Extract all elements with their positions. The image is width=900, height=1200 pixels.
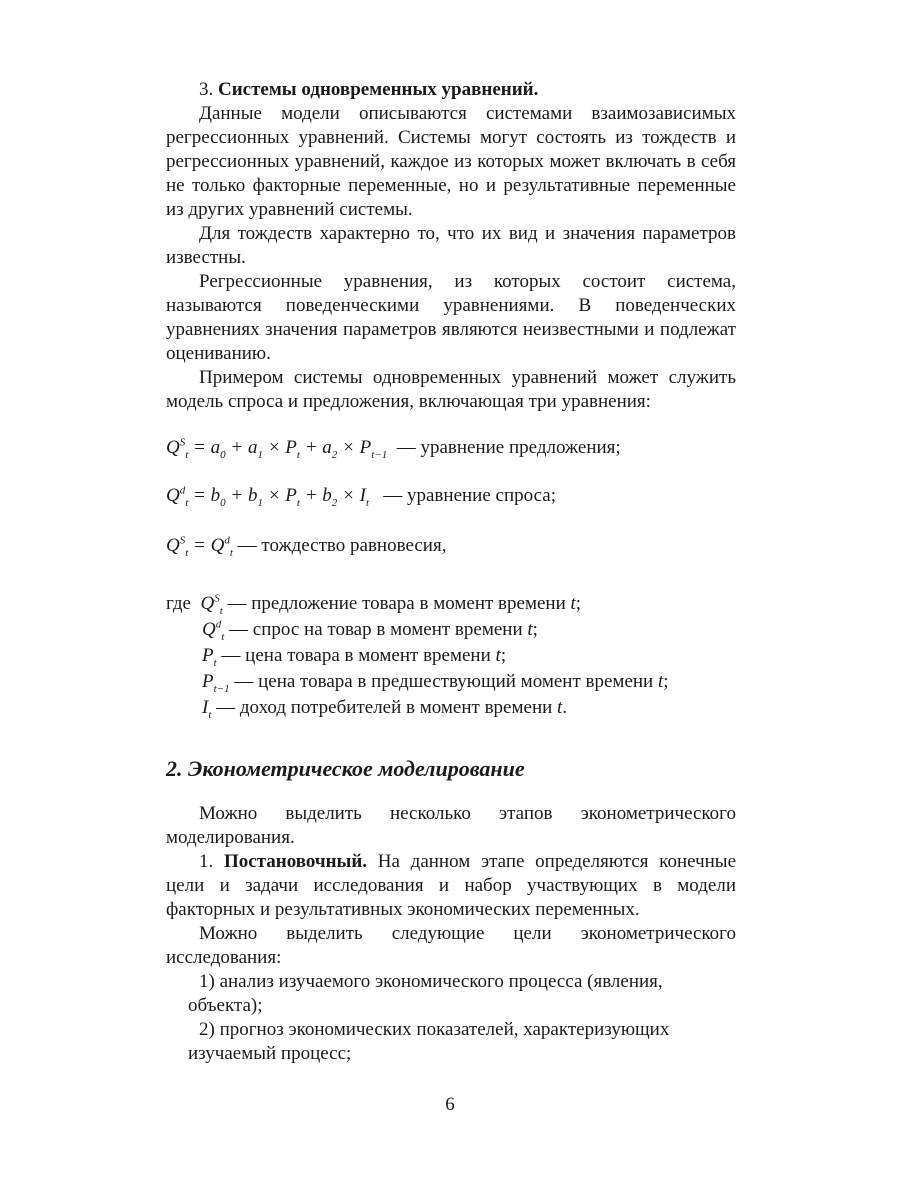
chapter-2-heading: 2. Эконометрическое моделирование: [166, 756, 525, 781]
stage-1-paragraph: 1. Постановочный. На данном этапе определяются конечные цели и задачи исследования и набор участвующих в модели факторных и результативных экономических переменных.: [166, 851, 737, 920]
list-item: 1) анализ изучаемого экономического процесса (явления, объекта);: [188, 971, 663, 1016]
equation-demand: $Q^d_t = b_0 + b_1 \times P_t + b_2 \times I_t$ — уравнение спроса;: [166, 484, 556, 509]
paragraph: Регрессионные уравнения, из которых состоит система, называются поведенческими уравнениями. В поведенческих уравнениях значения параметров являются неизвестными и подлежат оцениванию.: [166, 271, 736, 364]
legend-supply: где $Q^S_t$ — предложение товара в момент времени t;: [166, 592, 582, 617]
legend-demand: $Q^d_t$ — спрос на товар в момент времени t;: [202, 618, 538, 643]
paragraph: Можно выделить следующие цели эконометрического исследования:: [166, 923, 736, 968]
equation-supply: $Q^S_t = a_0 + a_1 \times P_t + a_2 \times P_{t-1}$ — уравнение предложения;: [166, 436, 621, 461]
paragraph: Примером системы одновременных уравнений может служить модель спроса и предложения, включающая три уравнения:: [166, 367, 736, 412]
section-3-heading: Системы одновременных уравнений.: [218, 79, 539, 100]
paragraph: Данные модели описываются системами взаимозависимых регрессионных уравнений. Системы могут состоять из тождеств и регрессионных уравнений, каждое из которых может включать в себя не только факторные переменные, но и результативные переменные из других уравнений системы.: [166, 103, 736, 220]
section-3-title: 3. Системы одновременных уравнений.: [199, 79, 539, 100]
legend-price: $P_t$ — цена товара в момент времени t;: [202, 645, 507, 669]
list-item: 2) прогноз экономических показателей, характеризующих изучаемый процесс;: [188, 1019, 670, 1064]
paragraph: Для тождеств характерно то, что их вид и значения параметров известны.: [166, 223, 736, 268]
legend-prev-price: $P_{t-1}$ — цена товара в предшествующий момент времени t;: [202, 671, 669, 695]
paragraph: Можно выделить несколько этапов эконометрического моделирования.: [166, 803, 736, 848]
legend-income: $I_t$ — доход потребителей в момент времени t.: [202, 697, 568, 721]
equation-equilibrium: $Q^S_t = Q^d_t$ — тождество равновесия,: [166, 534, 447, 559]
page-body: [166, 78, 736, 1066]
page-number: 6: [445, 1094, 455, 1115]
